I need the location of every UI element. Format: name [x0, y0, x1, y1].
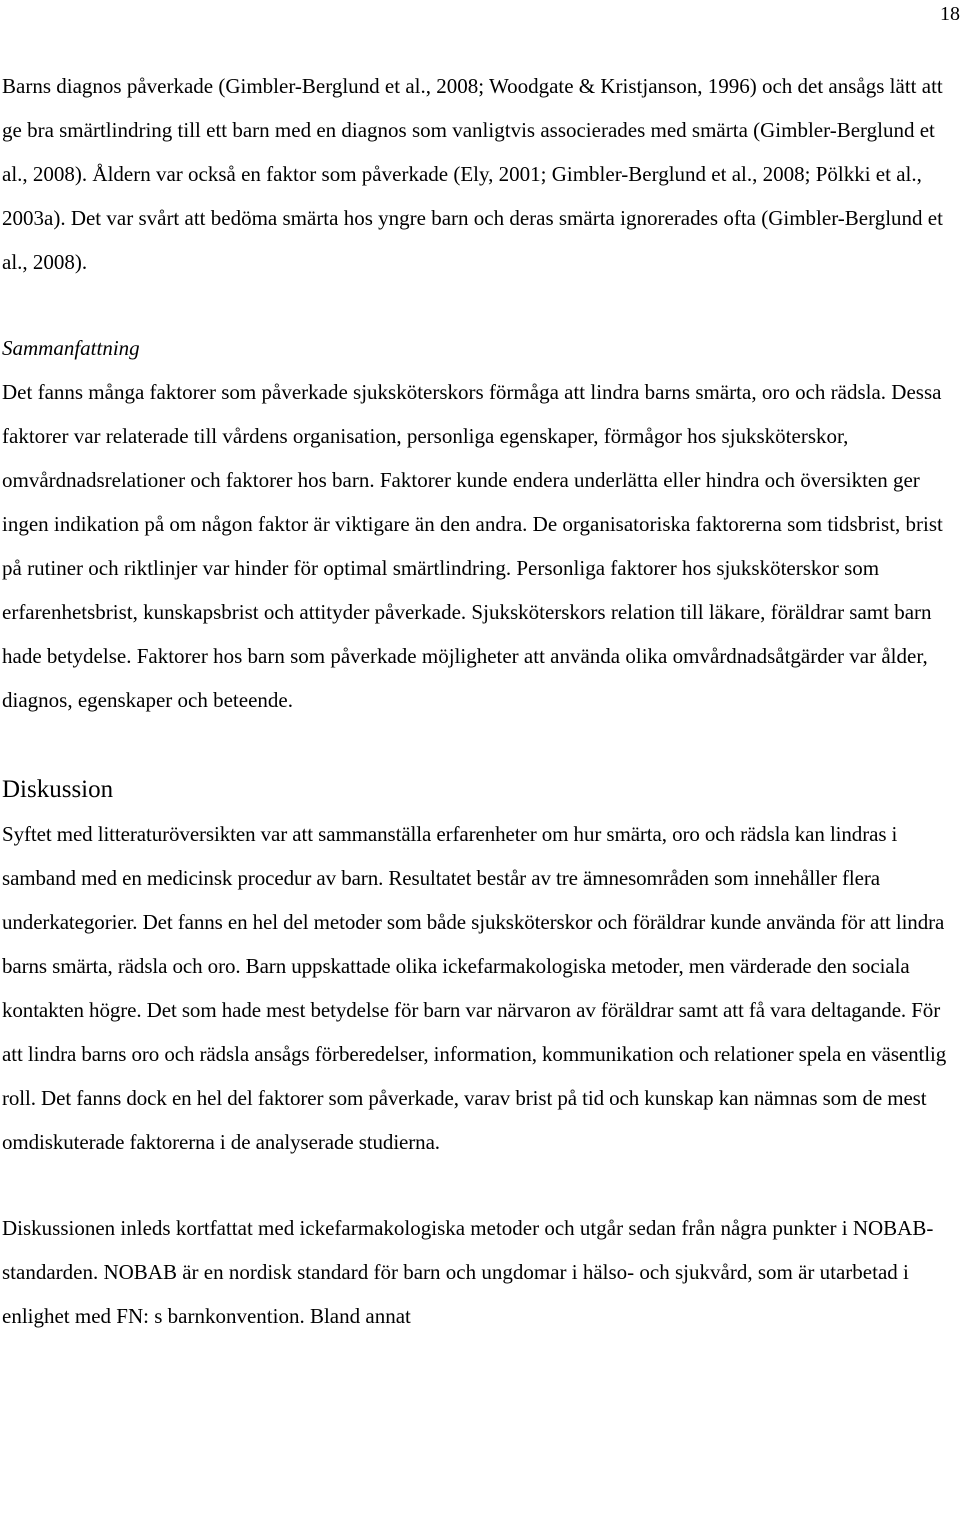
paragraph-spacer	[2, 1164, 957, 1206]
document-body	[2, 64, 957, 1338]
summary-paragraph: Det fanns många faktorer som påverkade sjuksköterskors förmåga att lindra barns smärta, oro och rädsla. Dessa faktorer var relaterade till vårdens organisation, personliga egenskaper, förmågor hos sjuksköterskor, omvårdnadsrelationer och faktorer hos barn. Faktorer kunde endera underlätta eller hindra och översikten ger ingen indikation på om någon faktor är viktigare än den andra. De organisatoriska faktorerna som tidsbrist, brist på rutiner och riktlinjer var hinder för optimal smärtlindring. Personliga faktorer hos sjuksköterskor som erfarenhetsbrist, kunskapsbrist och attityder påverkade. Sjuksköterskors relation till läkare, föräldrar samt barn hade betydelse. Faktorer hos barn som påverkade möjligheter att använda olika omvårdnadsåtgärder var ålder, diagnos, egenskaper och beteende.	[2, 380, 943, 712]
discussion-paragraph-2: Diskussionen inleds kortfattat med ickefarmakologiska metoder och utgår sedan från några punkter i NOBAB-standarden. NOBAB är en nordisk standard för barn och ungdomar i hälso- och sjukvård, som är utarbetad i enlighet med FN: s barnkonvention. Bland annat	[2, 1216, 934, 1328]
section-spacer	[2, 722, 957, 768]
paragraph-spacer	[2, 284, 957, 326]
page-number: 18	[940, 3, 960, 25]
discussion-paragraph-1: Syftet med litteraturöversikten var att sammanställa erfarenheter om hur smärta, oro och rädsla kan lindras i samband med en medicinsk procedur av barn. Resultatet består av tre ämnesområden som innehåller flera underkategorier. Det fanns en hel del metoder som både sjuksköterskor och föräldrar kunde använda för att lindra barns smärta, rädsla och oro. Barn uppskattade olika ickefarmakologiska metoder, men värderade den sociala kontakten högre. Det som hade mest betydelse för barn var närvaron av föräldrar samt att få vara deltagande. För att lindra barns oro och rädsla ansågs förberedelser, information, kommunikation och relationer spela en väsentlig roll. Det fanns dock en hel del faktorer som påverkade, varav brist på tid och kunskap kan nämnas som de mest omdiskuterade faktorerna i de analyserade studierna.	[2, 822, 947, 1154]
intro-paragraph: Barns diagnos påverkade (Gimbler-Berglund et al., 2008; Woodgate & Kristjanson, 1996) och det ansågs lätt att ge bra smärtlindring till ett barn med en diagnos som vanligtvis associerades med smärta (Gimbler-Berglund et al., 2008). Åldern var också en faktor som påverkade (Ely, 2001; Gimbler-Berglund et al., 2008; Pölkki et al., 2003a). Det var svårt att bedöma smärta hos yngre barn och deras smärta ignorerades ofta (Gimbler-Berglund et al., 2008).	[2, 74, 943, 274]
discussion-heading: Diskussion	[2, 776, 114, 803]
summary-heading: Sammanfattning	[2, 336, 140, 360]
